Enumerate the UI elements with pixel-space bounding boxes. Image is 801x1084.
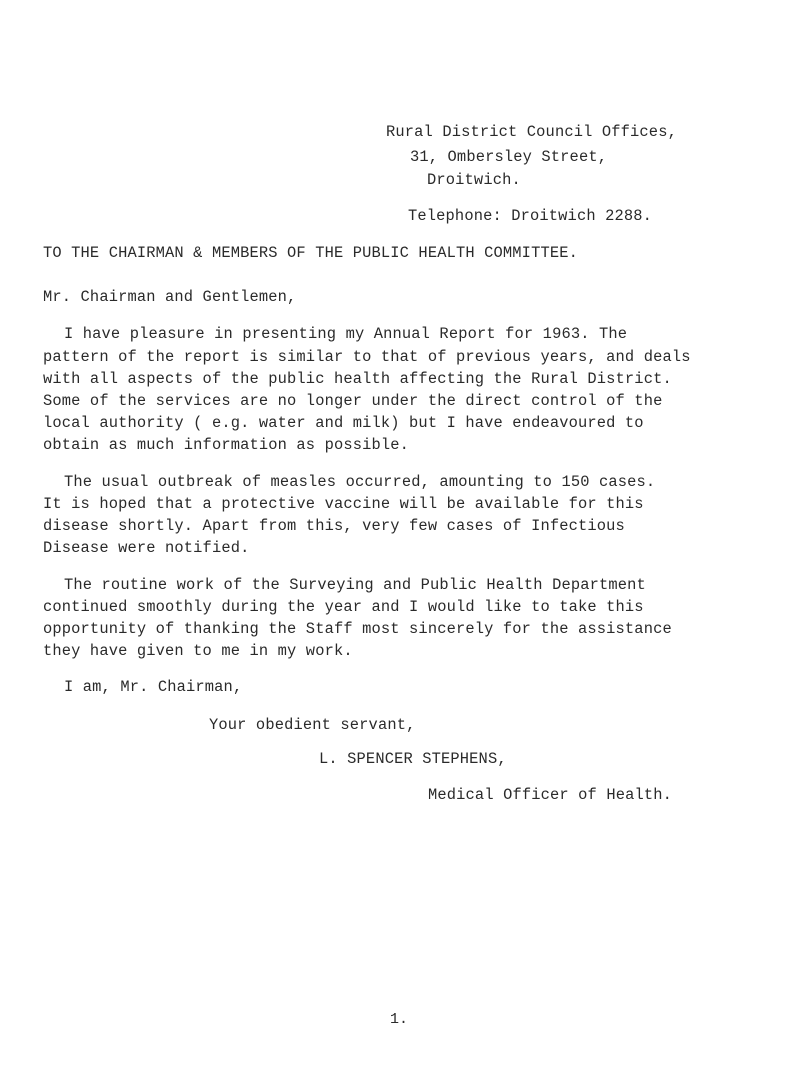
paragraph-line: The usual outbreak of measles occurred, amounting to 150 cases. bbox=[64, 473, 656, 491]
paragraph-line: opportunity of thanking the Staff most sincerely for the assistance bbox=[43, 620, 672, 638]
paragraph-line: with all aspects of the public health affecting the Rural District. bbox=[43, 370, 672, 388]
paragraph-line: Some of the services are no longer under the direct control of the bbox=[43, 392, 663, 410]
signatory-title: Medical Officer of Health. bbox=[428, 786, 673, 804]
paragraph-line: It is hoped that a protective vaccine will be available for this bbox=[43, 495, 644, 513]
paragraph-line: continued smoothly during the year and I would like to take this bbox=[43, 598, 644, 616]
paragraph-line: Disease were notified. bbox=[43, 539, 250, 557]
letterhead-address-line-1: Rural District Council Offices, bbox=[386, 123, 677, 141]
paragraph-line: obtain as much information as possible. bbox=[43, 436, 410, 454]
salutation: Mr. Chairman and Gentlemen, bbox=[43, 288, 297, 306]
signatory-name: L. SPENCER STEPHENS, bbox=[319, 750, 507, 768]
paragraph-line: local authority ( e.g. water and milk) but I have endeavoured to bbox=[43, 414, 644, 432]
closing-line: I am, Mr. Chairman, bbox=[64, 678, 243, 696]
addressee-line: TO THE CHAIRMAN & MEMBERS OF THE PUBLIC HEALTH COMMITTEE. bbox=[43, 244, 578, 262]
letterhead-address-line-2: 31, Ombersley Street, bbox=[410, 148, 608, 166]
letterhead-address-line-3: Droitwich. bbox=[427, 171, 521, 189]
page-number: 1. bbox=[390, 1011, 409, 1028]
letterhead-telephone: Telephone: Droitwich 2288. bbox=[408, 207, 653, 225]
paragraph-line: they have given to me in my work. bbox=[43, 642, 353, 660]
paragraph-line: The routine work of the Surveying and Public Health Department bbox=[64, 576, 646, 594]
closing-valediction: Your obedient servant, bbox=[209, 716, 416, 734]
paragraph-line: I have pleasure in presenting my Annual Report for 1963. The bbox=[64, 325, 628, 343]
paragraph-line: disease shortly. Apart from this, very few cases of Infectious bbox=[43, 517, 625, 535]
paragraph-line: pattern of the report is similar to that of previous years, and deals bbox=[43, 348, 691, 366]
